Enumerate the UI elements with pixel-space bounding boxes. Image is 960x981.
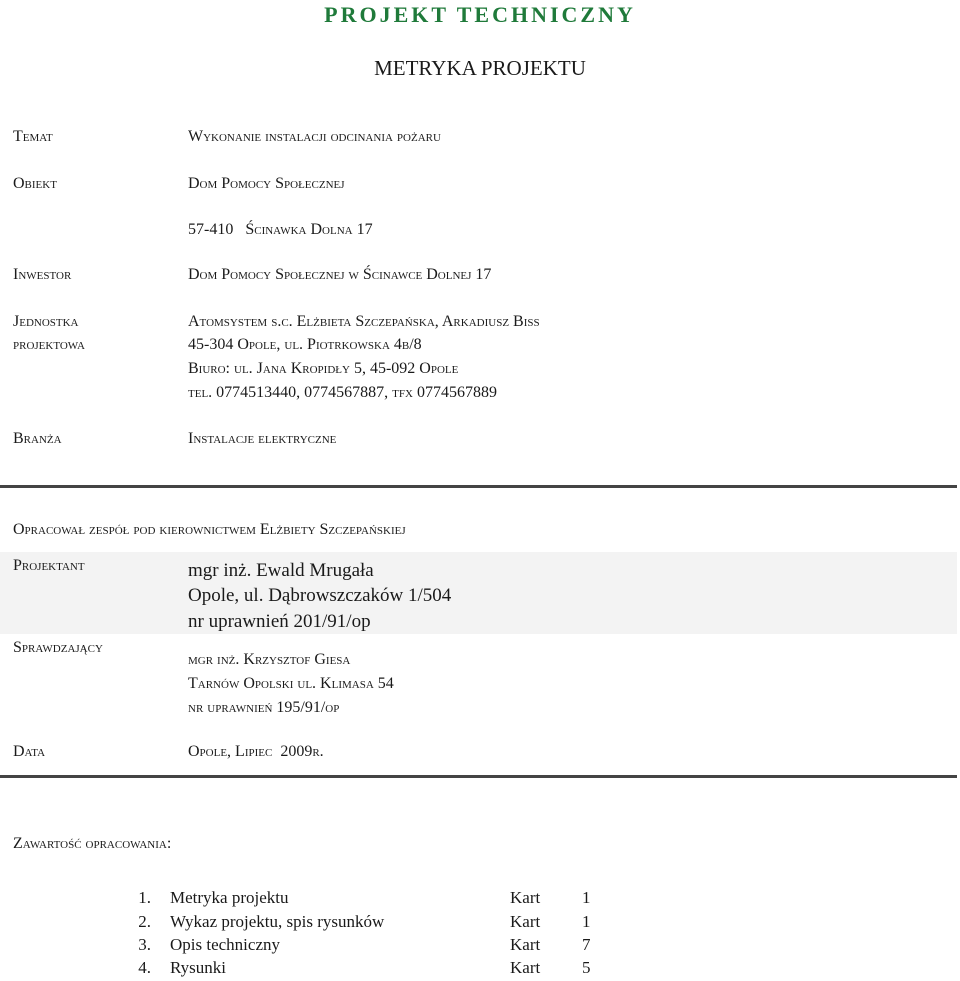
list-item-number: 4. — [138, 958, 151, 977]
sprawdzajacy-line2: Tarnów Opolski ul. Klimasa 54 — [188, 675, 394, 692]
divider-top — [0, 485, 957, 488]
temat-value: Wykonanie instalacji odcinania pożaru — [188, 128, 441, 145]
jednostka-line1: Atomsystem s.c. Elżbieta Szczepańska, Arkadiusz Biss — [188, 313, 540, 330]
inwestor-label: Inwestor — [13, 266, 72, 283]
list-item-count: 7 — [582, 935, 591, 954]
list-item-text: Opis techniczny — [170, 935, 280, 954]
list-item-text: Wykaz projektu, spis rysunków — [170, 912, 385, 931]
jednostka-line4: tel. 0774513440, 0774567887, tfx 0774567889 — [188, 384, 497, 401]
jednostka-label-line1: Jednostka — [13, 313, 79, 330]
jednostka-line2: 45-304 Opole, ul. Piotrkowska 4b/8 — [188, 336, 422, 353]
divider-bottom — [0, 775, 957, 778]
data-label: Data — [13, 743, 46, 760]
projektant-line3: nr uprawnień 201/91/op — [188, 611, 371, 632]
sprawdzajacy-line1: mgr inż. Krzysztof Giesa — [188, 651, 351, 668]
contents-heading: Zawartość opracowania: — [13, 835, 172, 852]
inwestor-value: Dom Pomocy Społecznej w Ścinawce Dolnej 17 — [188, 266, 492, 283]
projektant-row-background — [0, 552, 957, 634]
projektant-label: Projektant — [13, 557, 85, 574]
list-item-kart: Kart — [510, 958, 541, 977]
obiekt-value-line2: 57-410 Ścinawka Dolna 17 — [188, 221, 373, 238]
list-item-text: Rysunki — [170, 958, 226, 977]
list-item-text: Metryka projektu — [170, 888, 289, 907]
projektant-line2: Opole, ul. Dąbrowszczaków 1/504 — [188, 585, 452, 606]
projektant-line1: mgr inż. Ewald Mrugała — [188, 560, 374, 581]
obiekt-label: Obiekt — [13, 175, 57, 192]
jednostka-label-line2: projektowa — [13, 336, 85, 353]
document-title: PROJEKT TECHNICZNY — [324, 2, 636, 27]
list-item-number: 1. — [138, 888, 151, 907]
obiekt-value-line1: Dom Pomocy Społecznej — [188, 175, 345, 192]
branza-value: Instalacje elektryczne — [188, 430, 337, 447]
list-item-count: 5 — [582, 958, 591, 977]
sprawdzajacy-label: Sprawdzający — [13, 639, 103, 656]
temat-label: Temat — [13, 128, 53, 145]
branza-label: Branża — [13, 430, 62, 447]
list-item-number: 3. — [138, 935, 151, 954]
list-item-number: 2. — [138, 912, 151, 931]
list-item-count: 1 — [582, 912, 591, 931]
list-item-kart: Kart — [510, 888, 541, 907]
jednostka-line3: Biuro: ul. Jana Kropidły 5, 45-092 Opole — [188, 360, 459, 377]
sprawdzajacy-line3: nr uprawnień 195/91/op — [188, 699, 340, 716]
document-subtitle: METRYKA PROJEKTU — [374, 56, 586, 80]
list-item-count: 1 — [582, 888, 591, 907]
data-value: Opole, Lipiec 2009r. — [188, 743, 324, 760]
list-item-kart: Kart — [510, 912, 541, 931]
team-heading: Opracował zespół pod kierownictwem Elżbiety Szczepańskiej — [13, 521, 406, 538]
list-item-kart: Kart — [510, 935, 541, 954]
